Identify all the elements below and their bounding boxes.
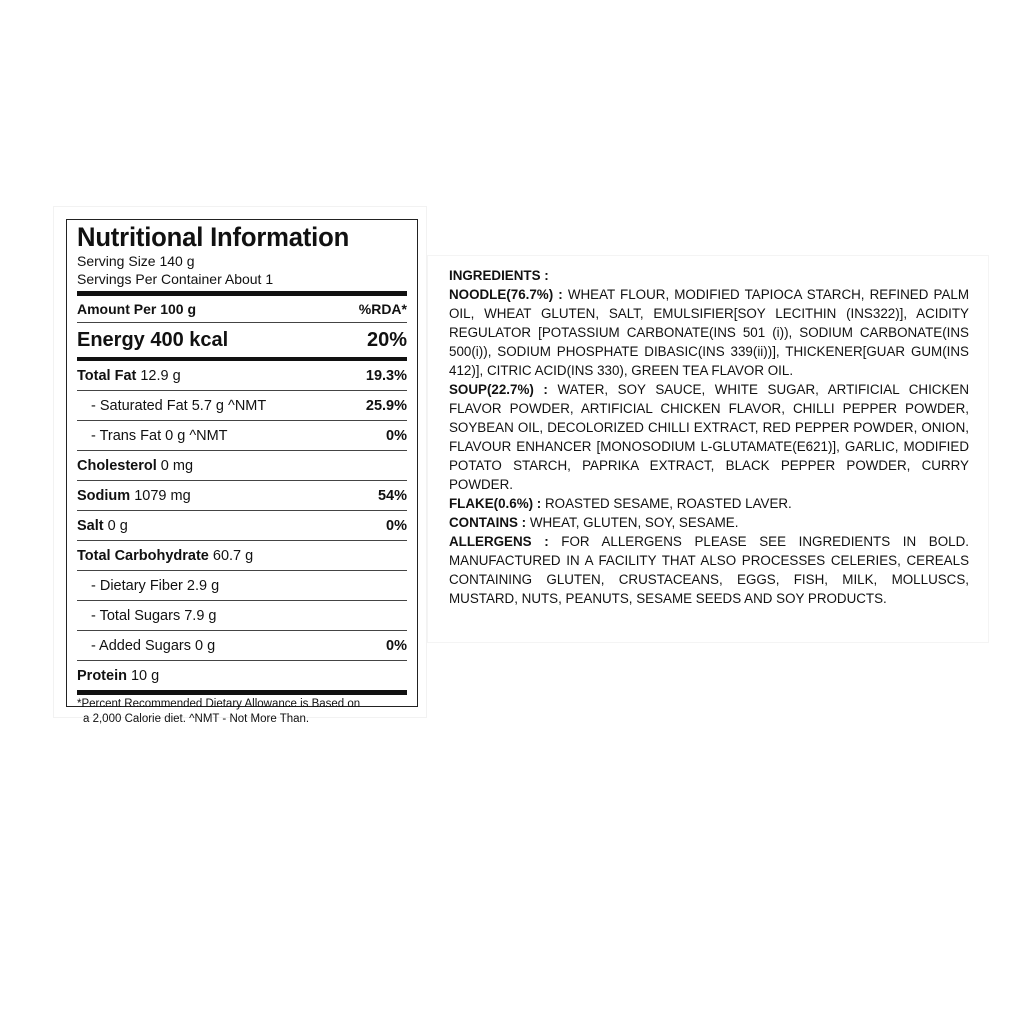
nutrient-amount: 12.9 g [136, 367, 181, 384]
nutrient-name: - Dietary Fiber 2.9 g [91, 577, 220, 594]
nutrient-name: - Added Sugars 0 g [91, 637, 216, 654]
nutrient-rda: 0% [386, 517, 407, 534]
nutrient-name: Total Carbohydrate [77, 547, 209, 564]
nutrient-name: - Saturated Fat 5.7 g ^NMT [91, 397, 267, 414]
ingredients-heading: INGREDIENTS : [449, 268, 549, 283]
flake-label: FLAKE(0.6%) : [449, 496, 542, 511]
soup-ingredients [449, 380, 969, 494]
soup-label: SOUP(22.7%) : [449, 382, 548, 397]
nutrient-rda: 0% [386, 427, 407, 444]
contains-label: CONTAINS : [449, 515, 527, 530]
nutrient-amount: 0 g [103, 517, 128, 534]
nutrient-row-salt [77, 510, 407, 540]
nutrient-row-protein [77, 660, 407, 695]
noodle-label: NOODLE(76.7%) : [449, 287, 563, 302]
nutrient-rda: 19.3% [365, 367, 407, 384]
servings-per-container: Servings Per Container About 1 [77, 271, 274, 287]
nutrition-title: Nutritional Information [77, 222, 350, 252]
nutrient-rda: 0% [386, 637, 407, 654]
nutrient-row-trans-fat [77, 420, 407, 450]
nutrient-name: Salt [77, 517, 104, 534]
nutrient-row-dietary-fiber [77, 570, 407, 600]
nutrient-name: Sodium [77, 487, 131, 504]
nutrition-facts-table [66, 219, 418, 725]
nutrient-row-cholesterol [77, 450, 407, 480]
nutrient-row-sodium [77, 480, 407, 510]
ingredients-panel [428, 256, 988, 642]
energy-row [77, 322, 407, 357]
nutrient-amount: 0 mg [156, 457, 194, 474]
flake-ingredients [449, 494, 969, 513]
nutrient-name: Cholesterol [77, 457, 157, 474]
energy-rda: 20% [366, 328, 407, 351]
amount-per-label: Amount Per 100 g [77, 301, 197, 317]
nutrient-name: - Trans Fat 0 g ^NMT [91, 427, 228, 444]
nutrient-amount: 10 g [126, 667, 160, 684]
soup-text: WATER, SOY SAUCE, WHITE SUGAR, ARTIFICIAL CHICKEN FLAVOR POWDER, ARTIFICIAL CHICKEN FLAVOR, CHILLI PEPPER POWDER, SOYBEAN OIL, DECOLORIZED CHILLI EXTRACT, RED PEPPER POWDER, ONION, FLAVOUR ENHANCER [MONOSODIUM L-GLUTAMATE(E621)], GARLIC, MODIFIED POTATO STARCH, PAPRIKA EXTRACT, BLACK PEPPER POWDER, CURRY POWDER. [449, 382, 970, 492]
nutrient-row-added-sugars [77, 630, 407, 660]
nutrient-row-saturated-fat [77, 390, 407, 420]
nutrient-amount: 1079 mg [130, 487, 191, 504]
nutrient-name: Total Fat [77, 367, 137, 384]
amount-header-row [77, 291, 407, 322]
contains-text: WHEAT, GLUTEN, SOY, SESAME. [526, 515, 739, 530]
nutrient-name: Protein [77, 667, 127, 684]
nutrient-row-total-carbohydrate [77, 540, 407, 570]
noodle-ingredients [449, 285, 969, 380]
rda-header: %RDA* [358, 301, 407, 317]
nutrient-rda: 25.9% [365, 397, 407, 414]
serving-size: Serving Size 140 g [77, 253, 195, 269]
nutrient-row-total-sugars [77, 600, 407, 630]
footnote-line-2: a 2,000 Calorie diet. ^NMT - Not More Than. [83, 713, 310, 725]
allergens-text: FOR ALLERGENS PLEASE SEE INGREDIENTS IN BOLD. MANUFACTURED IN A FACILITY THAT ALSO PROCESSES CELERIES, CEREALS CONTAINING GLUTEN, CRUSTACEANS, EGGS, FISH, MILK, MOLLUSCS, MUSTARD, NUTS, PEANUTS, SESAME SEEDS AND SOY PRODUCTS. [449, 534, 969, 606]
energy-label: Energy 400 kcal [77, 328, 229, 351]
ingredients-text [449, 266, 969, 608]
footnote [77, 695, 407, 727]
footnote-line-1: *Percent Recommended Dietary Allowance is Based on [77, 698, 361, 710]
noodle-text: WHEAT FLOUR, MODIFIED TAPIOCA STARCH, REFINED PALM OIL, WHEAT GLUTEN, SALT, EMULSIFIER[SOY LECITHIN (INS322)], ACIDITY REGULATOR [POTASSIUM CARBONATE(INS 501 (i)), SODIUM CARBONATE(INS 500(i)), SODIUM PHOSPHATE DIBASIC(INS 339(ii))], THICKENER[GUAR GUM(INS 412)], CITRIC ACID(INS 330), GREEN TEA FLAVOR OIL. [449, 287, 969, 378]
nutrient-name: - Total Sugars 7.9 g [91, 607, 217, 624]
flake-text: ROASTED SESAME, ROASTED LAVER. [541, 496, 792, 511]
nutrition-panel [54, 207, 426, 725]
allergens-statement [449, 532, 969, 608]
nutrient-row-total-fat [77, 357, 407, 390]
nutrient-amount: 60.7 g [208, 547, 254, 564]
allergens-label: ALLERGENS : [449, 534, 549, 549]
nutrient-rda: 54% [377, 487, 407, 504]
contains-statement [449, 513, 969, 532]
